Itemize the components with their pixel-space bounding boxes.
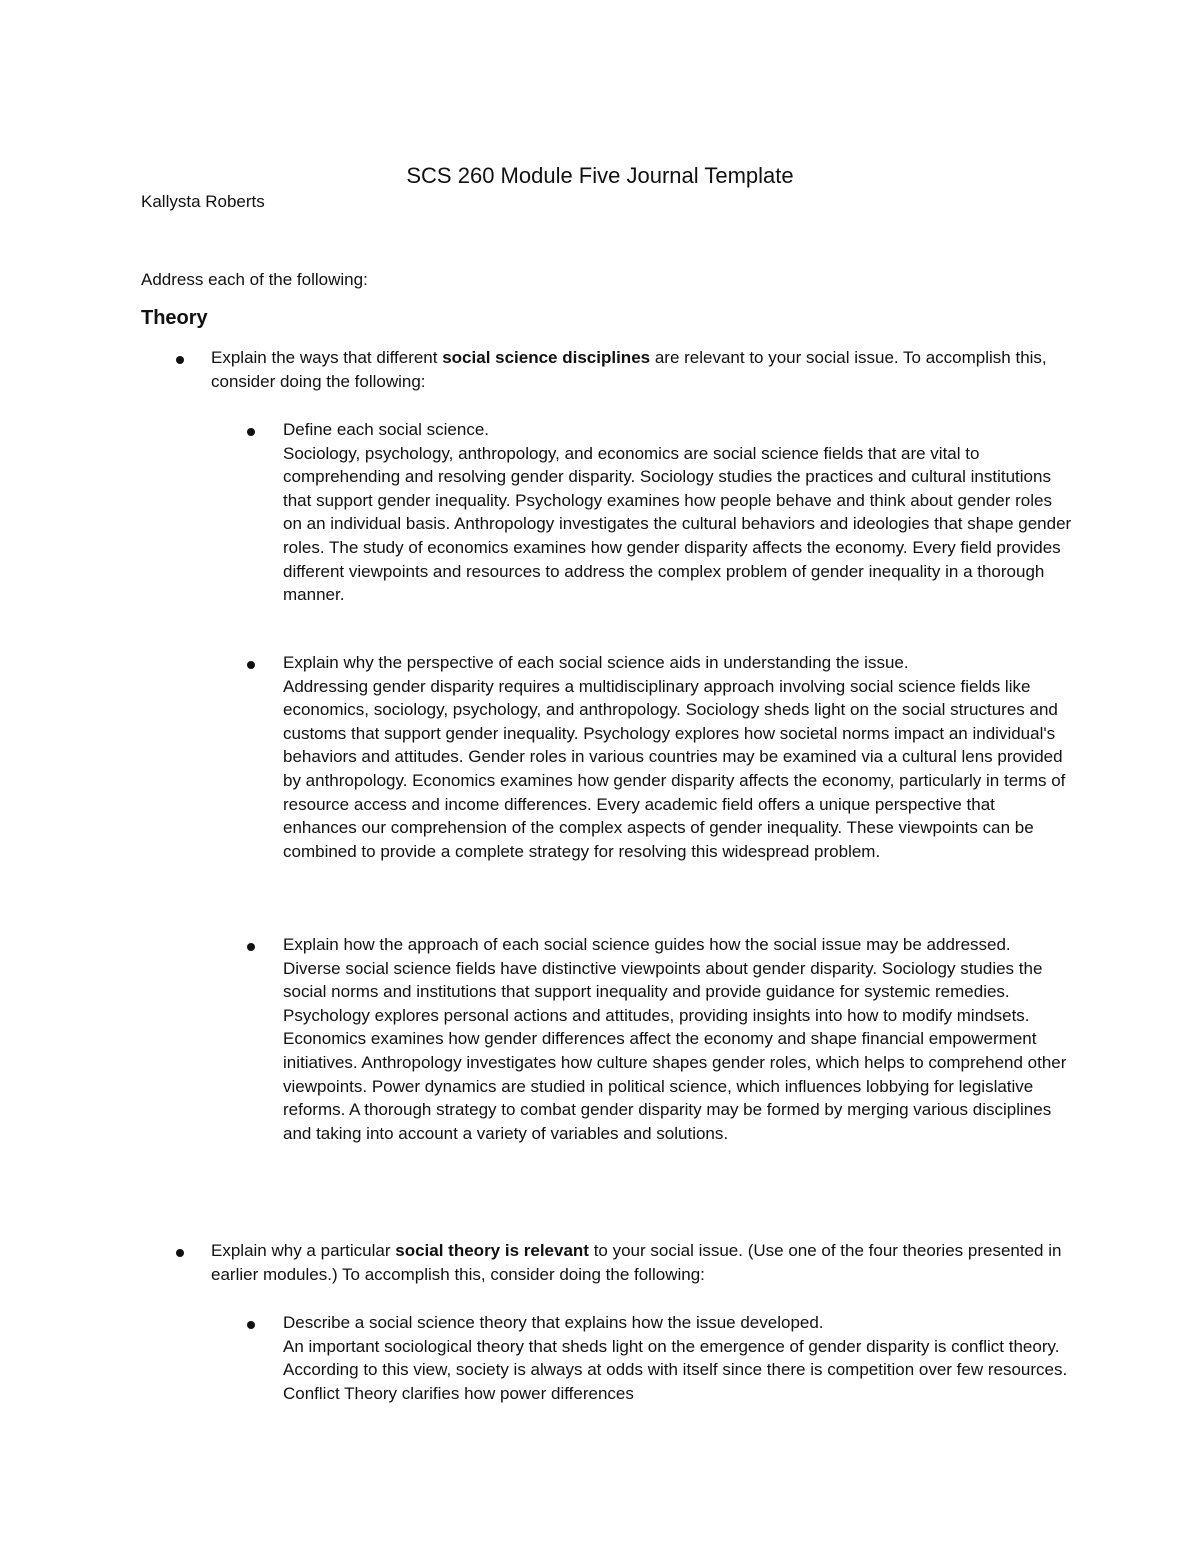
- sub-item-prompt: Explain why the perspective of each social science aids in understanding the issue.: [283, 653, 909, 672]
- sub-list-item: [283, 651, 1073, 863]
- list-item: [211, 346, 1071, 393]
- bullet-icon: [247, 428, 255, 436]
- intro-text: Address each of the following:: [141, 270, 368, 289]
- sub-item-answer: An important sociological theory that sheds light on the emergence of gender disparity is conflict theory. According to this view, society is always at odds with itself since there is competition over few resources. Conflict Theory clarifies how power differences: [283, 1336, 1068, 1403]
- sub-item-answer: Addressing gender disparity requires a multidisciplinary approach involving social science fields like economics, sociology, psychology, and anthropology. Sociology sheds light on the social structures and customs that support gender inequality. Psychology explores how societal norms impact an individual's behaviors and attitudes. Gender roles in various countries may be examined via a cultural lens provided by anthropology. Economics examines how gender disparity affects the economy, particularly in terms of resource access and income differences. Every academic field offers a unique perspective that enhances our comprehension of the complex aspects of gender inequality. These viewpoints can be combined to provide a complete strategy for resolving this widespread problem.: [283, 676, 1066, 861]
- author-name: Kallysta Roberts: [141, 192, 265, 211]
- bullet-icon: [176, 356, 184, 364]
- bullet-icon: [176, 1249, 184, 1257]
- list-item: [211, 1239, 1071, 1286]
- sub-item-answer: Diverse social science fields have distinctive viewpoints about gender disparity. Sociology studies the social norms and institutions that support inequality and provide guidance for systemic remedies. Psychology explores personal actions and attitudes, providing insights into how to modify mindsets. Economics examines how gender differences affect the economy and shape financial empowerment initiatives. Anthropology investigates how culture shapes gender roles, which helps to comprehend other viewpoints. Power dynamics are studied in political science, which influences lobbying for legislative reforms. A thorough strategy to combat gender disparity may be formed by merging various disciplines and taking into account a variety of variables and solutions.: [283, 958, 1067, 1143]
- bullet-icon: [247, 661, 255, 669]
- sub-list-item: [283, 933, 1073, 1145]
- section-heading-theory: Theory: [141, 307, 208, 329]
- sub-list-item: [283, 418, 1073, 607]
- sub-item-answer: Sociology, psychology, anthropology, and economics are social science fields that are vital to comprehending and resolving gender disparity. Sociology studies the practices and cultural institutions that support gender inequality. Psychology examines how people behave and think about gender roles on an individual basis. Anthropology investigates the cultural behaviors and ideologies that shape gender roles. The study of economics examines how gender disparity affects the economy. Every field provides different viewpoints and resources to address the complex problem of gender inequality in a thorough manner.: [283, 443, 1072, 605]
- sub-item-prompt: Define each social science.: [283, 420, 490, 439]
- sub-item-prompt: Explain how the approach of each social science guides how the social issue may be addressed.: [283, 935, 1011, 954]
- bullet-icon: [247, 943, 255, 951]
- sub-list-item: [283, 1311, 1073, 1405]
- emphasis: social science disciplines: [442, 348, 651, 367]
- emphasis: social theory is relevant: [395, 1241, 589, 1260]
- sub-item-prompt: Describe a social science theory that explains how the issue developed.: [283, 1313, 824, 1332]
- document-title: SCS 260 Module Five Journal Template: [406, 163, 794, 188]
- list-item-text: Explain why a particular social theory is relevant to your social issue. (Use one of the four theories presented in earlier modules.) To accomplish this, consider doing the following:: [211, 1241, 1062, 1284]
- list-item-text: Explain the ways that different social science disciplines are relevant to your social issue. To accomplish this, consider doing the following:: [211, 348, 1047, 391]
- bullet-icon: [247, 1321, 255, 1329]
